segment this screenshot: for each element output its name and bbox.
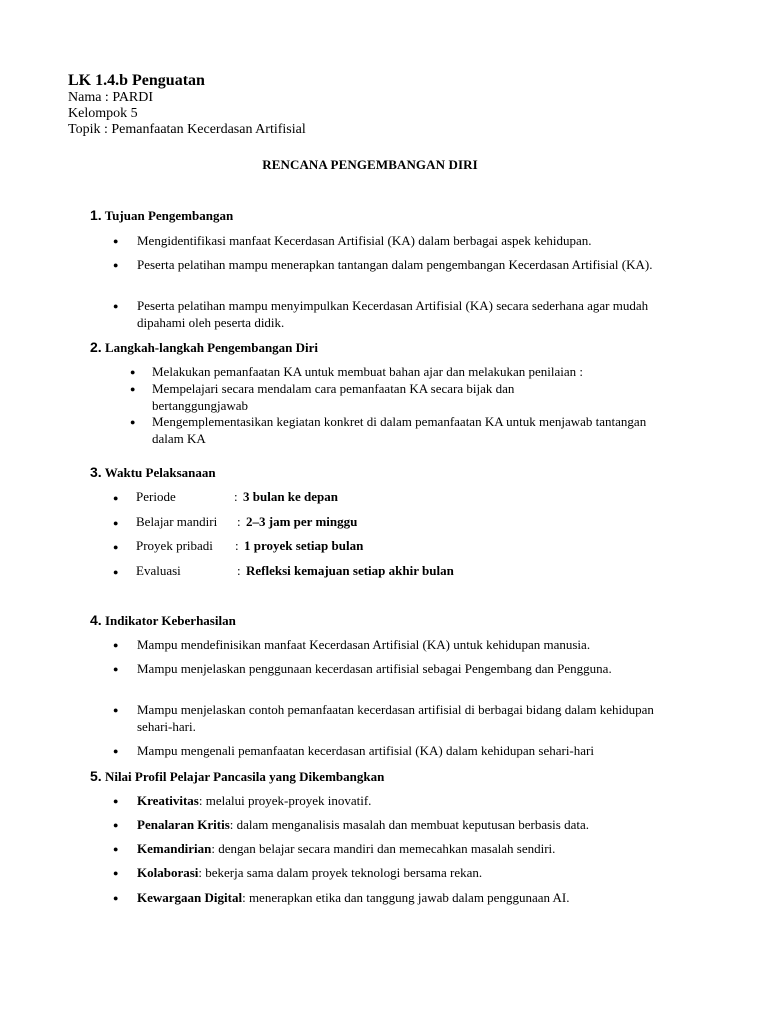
value-description: : menerapkan etika dan tanggung jawab dalam penggunaan AI. [242,890,570,905]
section-title: Indikator Keberhasilan [104,613,236,628]
list-item [113,660,683,677]
schedule-value: 2–3 jam per minggu [246,514,358,529]
worksheet-title: LK 1.4.b Penguatan [68,72,205,89]
list-item [113,792,693,809]
schedule-value: Refleksi kemajuan setiap akhir bulan [246,563,454,578]
section-title: Langkah-langkah Pengembangan Diri [104,340,319,355]
list-item [130,413,670,447]
bullet-icon: ● [113,640,119,650]
bullet-icon: ● [113,664,119,674]
list-item-text: Mengemplementasikan kegiatan konkret di dalam pemanfaatan KA untuk menjawab tantangan dalam KA [152,414,647,446]
list-item [130,380,670,414]
schedule-separator: : [237,514,241,529]
bullet-icon: ● [113,868,119,878]
bullet-icon: ● [113,567,119,577]
bullet-icon: ● [130,384,136,394]
list-item [113,701,683,735]
bullet-icon: ● [113,746,119,756]
value-term: Kolaborasi [137,865,199,880]
schedule-value: 1 proyek setiap bulan [244,538,364,553]
value-description: : bekerja sama dalam proyek teknologi bersama rekan. [198,865,483,880]
group-line: Kelompok 5 [68,106,138,121]
list-item [113,636,683,653]
value-description: : dengan belajar secara mandiri dan memecahkan masalah sendiri. [211,841,556,856]
section-5-heading [90,768,384,785]
bullet-icon: ● [113,493,119,503]
list-item [113,297,673,331]
list-item-text: Peserta pelatihan mampu menerapkan tantangan dalam pengembangan Kecerdasan Artifisial (KA). [137,257,653,272]
section-number: 3. [90,464,102,480]
value-description: : melalui proyek-proyek inovatif. [198,793,372,808]
schedule-label: Evaluasi [136,563,181,578]
bullet-icon: ● [113,796,119,806]
bullet-icon: ● [113,705,119,715]
list-item-text: Mampu mendefinisikan manfaat Kecerdasan Artifisial (KA) untuk kehidupan manusia. [137,637,591,652]
section-1-heading [90,207,233,224]
bullet-icon: ● [113,542,119,552]
topic-line: Topik : Pemanfaatan Kecerdasan Artifisial [68,122,306,137]
name-line: Nama : PARDI [68,90,154,105]
list-item-text: Mampu mengenali pemanfaatan kecerdasan artifisial (KA) dalam kehidupan sehari-hari [137,743,594,758]
section-number: 2. [90,339,102,355]
bullet-icon: ● [130,367,136,377]
schedule-label: Belajar mandiri [136,514,218,529]
bullet-icon: ● [113,820,119,830]
list-item-text: Mempelajari secara mendalam cara pemanfaatan KA secara bijak dan bertanggungjawab [152,381,515,413]
list-item-text: Mampu menjelaskan contoh pemanfaatan kecerdasan artifisial di berbagai bidang dalam kehidupan sehari-hari. [137,702,654,734]
bullet-icon: ● [113,301,119,311]
schedule-separator: : [235,538,239,553]
section-3-heading [90,464,216,481]
list-item [130,363,670,380]
schedule-separator: : [234,489,238,504]
section-number: 5. [90,768,102,784]
schedule-label: Proyek pribadi [136,538,213,553]
schedule-value: 3 bulan ke depan [243,489,339,504]
value-description: : dalam menganalisis masalah dan membuat keputusan berbasis data. [229,817,589,832]
bullet-icon: ● [113,260,119,270]
document-header [68,72,306,138]
section-4-heading [90,612,236,629]
bullet-icon: ● [113,844,119,854]
list-item [113,816,693,833]
section-number: 4. [90,612,102,628]
section-title: Waktu Pelaksanaan [104,465,216,480]
list-item [113,840,693,857]
list-item-text: Mengidentifikasi manfaat Kecerdasan Artifisial (KA) dalam berbagai aspek kehidupan. [137,233,592,248]
section-title: Nilai Profil Pelajar Pancasila yang Dikembangkan [104,769,385,784]
section-title: Tujuan Pengembangan [104,208,234,223]
list-item [113,864,693,881]
schedule-label: Periode [136,489,176,504]
section-number: 1. [90,207,102,223]
value-term: Penalaran Kritis [137,817,230,832]
bullet-icon: ● [113,518,119,528]
list-item [113,256,673,273]
bullet-icon: ● [113,236,119,246]
document-title: RENCANA PENGEMBANGAN DIRI [262,157,478,172]
value-term: Kemandirian [137,841,212,856]
list-item [113,742,693,759]
schedule-separator: : [237,563,241,578]
list-item-text: Mampu menjelaskan penggunaan kecerdasan artifisial sebagai Pengembang dan Pengguna. [137,661,612,676]
list-item [113,889,693,906]
list-item [113,232,673,249]
value-term: Kewargaan Digital [137,890,243,905]
list-item-text: Peserta pelatihan mampu menyimpulkan Kecerdasan Artifisial (KA) secara sederhana agar mudah dipahami oleh peserta didik. [137,298,649,330]
bullet-icon: ● [113,893,119,903]
section-2-heading [90,339,318,356]
value-term: Kreativitas [137,793,199,808]
list-item-text: Melakukan pemanfaatan KA untuk membuat bahan ajar dan melakukan penilaian : [152,364,584,379]
bullet-icon: ● [130,417,136,427]
